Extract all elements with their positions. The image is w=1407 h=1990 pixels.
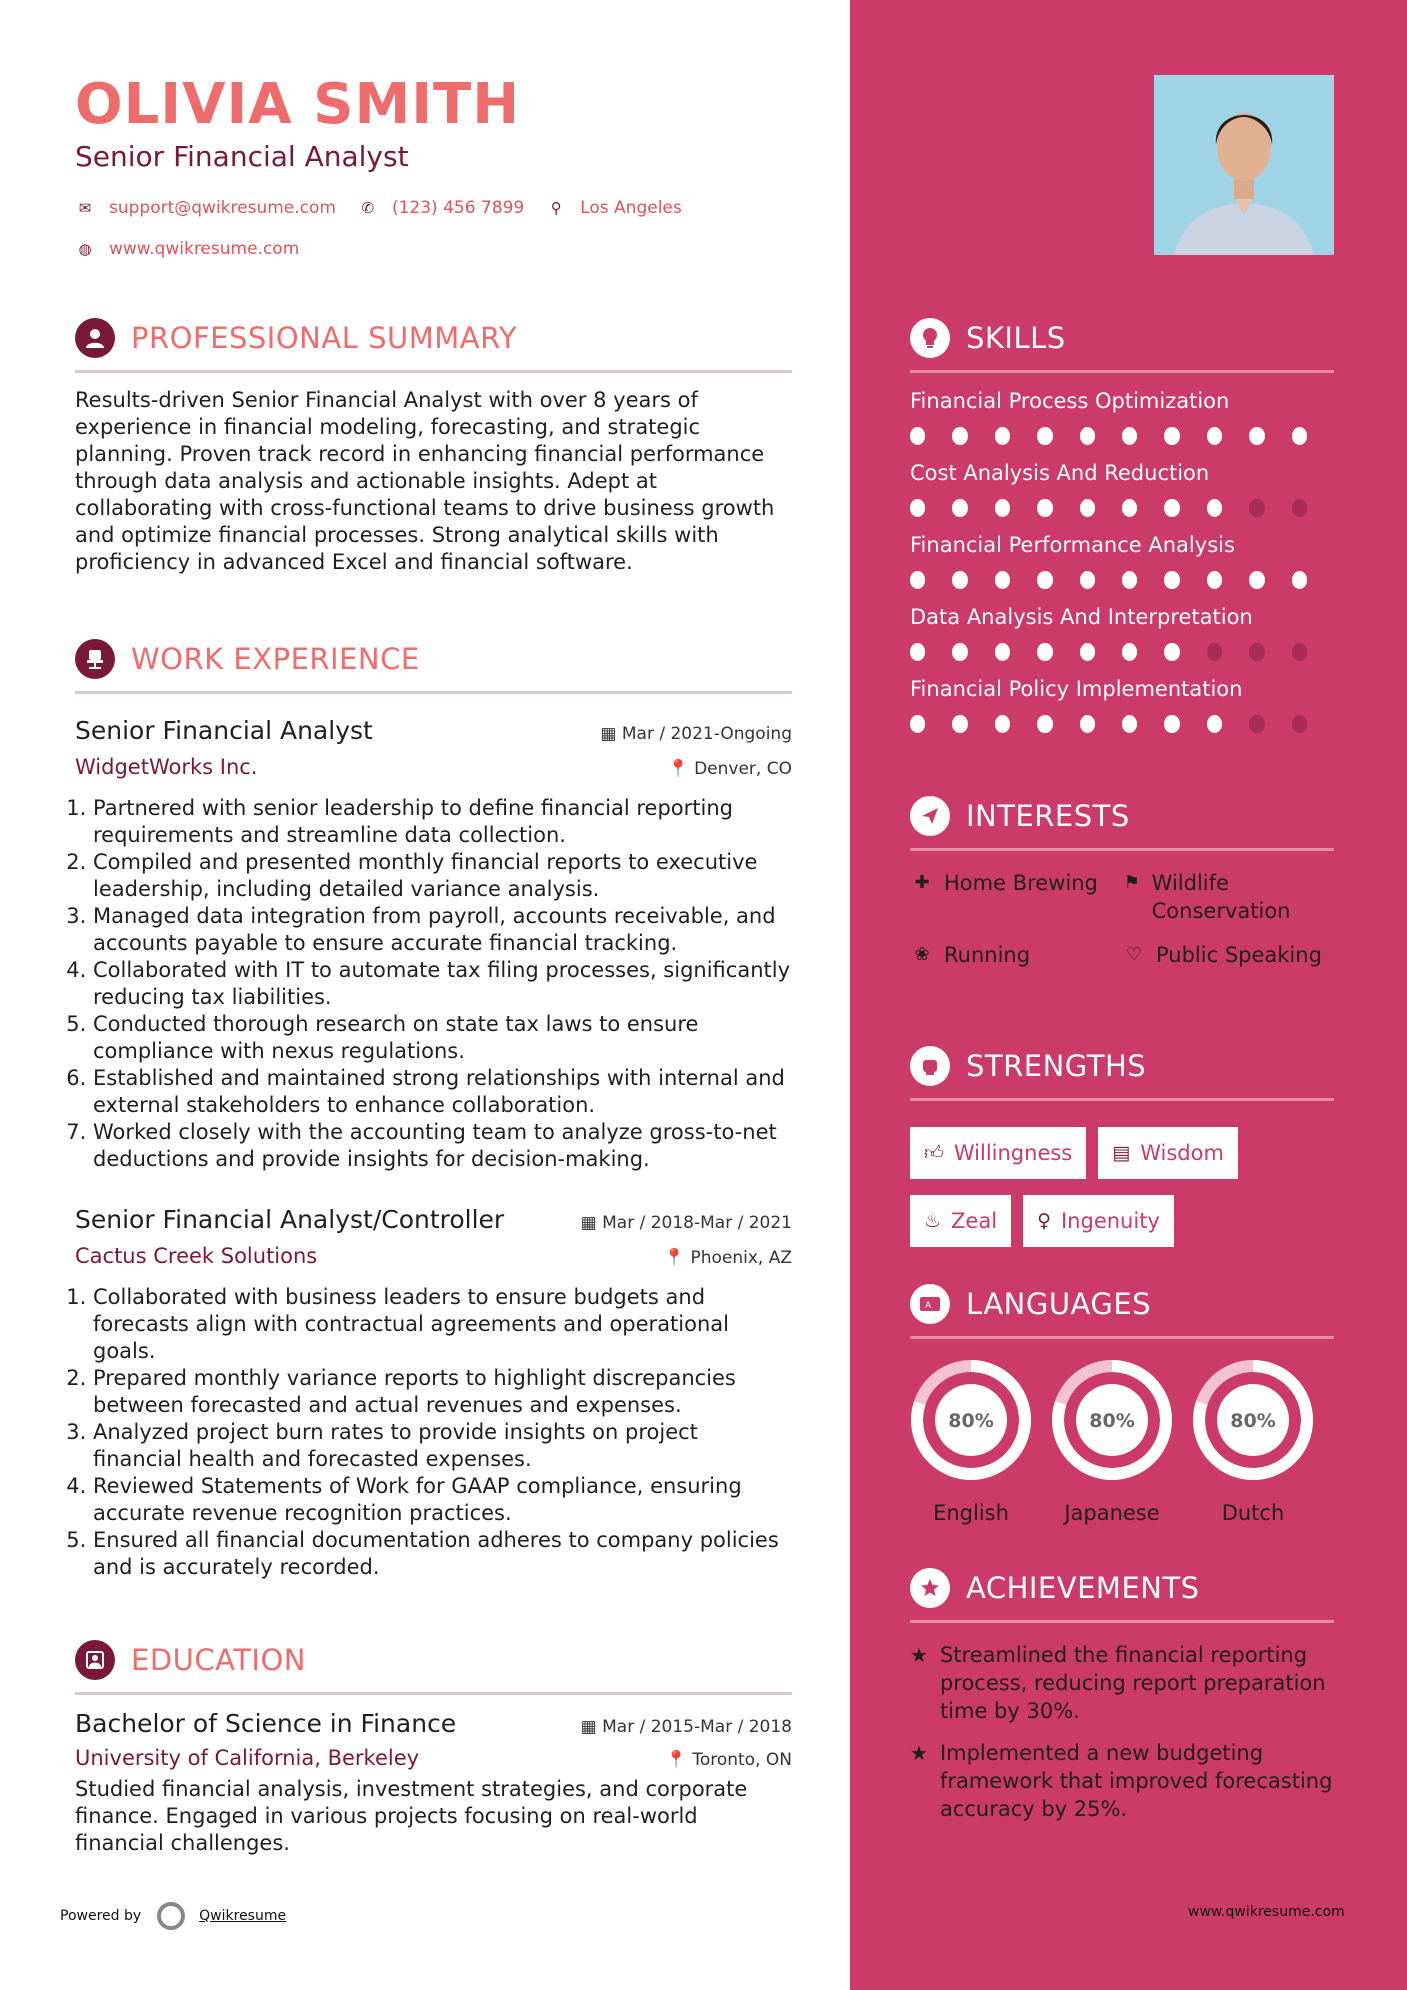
interests-heading: INTERESTS [966,799,1130,833]
skill-rating [910,571,1334,589]
globe-icon: ◍ [78,240,92,258]
rating-dot [1080,571,1095,589]
flame-icon: ♨ [924,1210,942,1232]
profile-photo [1154,75,1334,255]
rating-dot [1164,715,1179,733]
rating-dot [995,571,1010,589]
rating-dot [1037,427,1052,445]
pushpin-icon: 📍 [665,1750,693,1770]
list-item: 5. Conducted thorough research on state tax laws to ensure compliance with nexus regulations. [93,1011,792,1065]
divider [75,1692,792,1695]
book-icon: ▤ [1112,1142,1131,1164]
rating-dot [1037,715,1052,733]
list-item: 1. Partnered with senior leadership to define financial reporting requirements and streamline data collection. [93,795,792,849]
rating-dot [1292,715,1307,733]
rating-dot [1249,499,1264,517]
rating-dot [1122,715,1137,733]
summary-heading: PROFESSIONAL SUMMARY [131,321,518,355]
rating-dot [910,643,925,661]
job-date: Mar / 2018-Mar / 2021 [602,1213,792,1233]
skill-name: Data Analysis And Interpretation [910,605,1253,629]
education-text: Studied financial analysis, investment strategies, and corporate finance. Engaged in various projects focusing on real-world financial challenges. [75,1777,748,1855]
lightbulb-icon: ♀ [1037,1210,1051,1232]
education-location: Toronto, ON [692,1750,792,1770]
job-company: Cactus Creek Solutions [75,1244,318,1268]
divider [75,691,792,694]
languages-section [910,1282,1334,1525]
experience-heading: WORK EXPERIENCE [131,642,420,676]
language-item [1192,1359,1314,1525]
language-percent: 80% [1089,1410,1135,1432]
summary-text: Results-driven Senior Financial Analyst with over 8 years of experience in financial modeling, forecasting, and strategic planning. Proven track record in enhancing financial performance through data analysis and actionable insights. Adept at collaborating with cross-functional teams to drive business growth and optimize financial processes. Strong analytical skills with proficiency in advanced Excel and financial software. [75,388,775,574]
rating-dot [1207,715,1222,733]
rating-dot [1122,499,1137,517]
star-icon: ★ [910,1741,928,1765]
list-item: 1. Collaborated with business leaders to ensure budgets and forecasts align with contractual agreements and operational goals. [93,1284,792,1365]
powered-by-label: Powered by [60,1908,142,1924]
job-title: Senior Financial Analyst [75,716,373,745]
rating-dot [1164,499,1179,517]
map-pin-icon: ⚲ [550,199,562,217]
job-entry [75,716,792,1173]
achievements-section [910,1566,1334,1837]
skill-item [910,533,1334,589]
skill-name: Financial Process Optimization [910,389,1230,413]
star-badge-icon [910,1568,950,1608]
education-heading: EDUCATION [131,1643,307,1677]
divider [75,370,792,373]
rating-dot [952,427,967,445]
experience-section [75,637,792,1581]
language-name: Japanese [1064,1501,1160,1525]
rating-dot [1249,715,1264,733]
language-progress-ring [1192,1359,1314,1481]
interests-section [910,794,1334,969]
strength-tag [910,1127,1086,1179]
achievement-item [910,1739,1334,1823]
interest-label: Public Speaking [1156,943,1322,967]
rating-dot [1164,571,1179,589]
achievement-text: Implemented a new budgeting framework that improved forecasting accuracy by 25%. [939,1741,1333,1821]
interest-item [1122,941,1334,969]
qwikresume-logo-icon [157,1902,185,1930]
achievement-text: Streamlined the financial reporting process, reducing report preparation time by 30%. [939,1643,1326,1723]
paw-icon: ❀ [914,944,930,965]
achievement-item [910,1641,1334,1725]
rating-dot [1080,499,1095,517]
divider [910,1098,1334,1101]
office-chair-icon [75,639,115,679]
list-item: 5. Ensured all financial documentation adheres to company policies and is accurately recorded. [93,1527,792,1581]
rating-dot [952,643,967,661]
rating-dot [1292,643,1307,661]
skill-name: Financial Performance Analysis [910,533,1235,557]
rating-dot [1164,643,1179,661]
job-company: WidgetWorks Inc. [75,755,258,779]
thumbs-up-icon: 👍︎ [924,1141,944,1164]
job-bullets [75,795,792,1173]
rating-dot [1037,571,1052,589]
strength-tag [1098,1127,1238,1179]
education-date: Mar / 2015-Mar / 2018 [602,1717,792,1737]
paper-plane-icon [910,796,950,836]
job-bullets [75,1284,792,1581]
graduate-icon [75,1640,115,1680]
envelope-icon: ✉ [78,199,92,217]
list-item: 6. Established and maintained strong relationships with internal and external stakeholders to enhance collaboration. [93,1065,792,1119]
rating-dot [1037,499,1052,517]
degree-title: Bachelor of Science in Finance [75,1709,457,1738]
calendar-icon: ▦ [580,1213,603,1233]
pushpin-icon: 📍 [663,1248,691,1268]
interest-item [1122,869,1334,925]
rating-dot [1207,427,1222,445]
skills-heading: SKILLS [966,321,1066,355]
rating-dot [995,715,1010,733]
job-location: Phoenix, AZ [690,1248,792,1268]
fist-icon [910,1046,950,1086]
skill-rating [910,715,1334,733]
interest-item [910,941,1122,969]
education-section [75,1638,792,1857]
achievements-heading: ACHIEVEMENTS [966,1571,1200,1605]
flag-icon: ⚑ [1123,872,1140,893]
rating-dot [910,499,925,517]
brand-link[interactable]: Qwikresume [199,1908,287,1924]
phone-number: (123) 456 7899 [391,198,525,218]
strength-tag [910,1195,1011,1247]
rating-dot [1122,571,1137,589]
list-item: 7. Worked closely with the accounting team to analyze gross-to-net deductions and provide insights for decision-making. [93,1119,792,1173]
skill-rating [910,499,1334,517]
rating-dot [1164,427,1179,445]
skill-rating [910,427,1334,445]
phone-icon: ✆ [361,199,375,217]
language-name: English [933,1501,1009,1525]
language-progress-ring [910,1359,1032,1481]
rating-dot [995,427,1010,445]
summary-section [75,316,792,576]
interest-item [910,869,1122,925]
job-date: Mar / 2021-Ongoing [621,724,792,744]
rating-dot [1080,427,1095,445]
list-item: 2. Compiled and presented monthly financial reports to executive leadership, including detailed variance analysis. [93,849,792,903]
school-name: University of California, Berkeley [75,1746,420,1770]
divider [910,1620,1334,1623]
skill-rating [910,643,1334,661]
strength-label: Zeal [951,1209,998,1233]
rating-dot [1122,643,1137,661]
skill-item [910,605,1334,661]
rating-dot [910,571,925,589]
list-item: 3. Managed data integration from payroll, accounts receivable, and accounts payable to ensure accurate financial tracking. [93,903,792,957]
language-item [910,1359,1032,1525]
skill-name: Financial Policy Implementation [910,677,1243,701]
job-entry [75,1205,792,1581]
email-link[interactable]: support@qwikresume.com [109,198,336,218]
location-text: Los Angeles [580,198,682,218]
user-icon [75,318,115,358]
language-name: Dutch [1221,1501,1285,1525]
star-icon: ★ [910,1643,928,1667]
strength-label: Ingenuity [1060,1209,1160,1233]
skill-item [910,461,1334,517]
rating-dot [1207,499,1222,517]
rating-dot [1207,571,1222,589]
skill-item [910,677,1334,733]
divider [910,370,1334,373]
candidate-title: Senior Financial Analyst [75,140,409,173]
skill-item [910,389,1334,445]
rating-dot [1080,715,1095,733]
list-item: 4. Collaborated with IT to automate tax filing processes, significantly reducing tax liabilities. [93,957,792,1011]
rating-dot [995,499,1010,517]
rating-dot [1249,643,1264,661]
strength-label: Willingness [953,1141,1073,1165]
language-icon [910,1284,950,1324]
list-item: 4. Reviewed Statements of Work for GAAP compliance, ensuring accurate revenue recognition practices. [93,1473,792,1527]
list-item: 2. Prepared monthly variance reports to highlight discrepancies between forecasted and actual revenues and expenses. [93,1365,792,1419]
strength-tag [1023,1195,1174,1247]
heartbeat-icon: ♡ [1125,944,1143,965]
rating-dot [910,715,925,733]
rating-dot [1292,427,1307,445]
candidate-name: OLIVIA SMITH [75,72,521,137]
rating-dot [952,715,967,733]
strengths-section [910,1044,1334,1263]
interest-label: Wildlife Conservation [1151,871,1291,923]
rating-dot [952,571,967,589]
rating-dot [1037,643,1052,661]
rating-dot [1292,499,1307,517]
pushpin-icon: 📍 [667,759,695,779]
rating-dot [1207,643,1222,661]
job-title: Senior Financial Analyst/Controller [75,1205,505,1234]
rating-dot [1249,427,1264,445]
rating-dot [1249,571,1264,589]
svg-text:A: A [925,1301,932,1311]
divider [910,1336,1334,1339]
skills-list [910,389,1334,733]
rating-dot [995,643,1010,661]
interest-label: Home Brewing [944,871,1098,895]
divider [910,848,1334,851]
rating-dot [952,499,967,517]
rating-dot [1292,571,1307,589]
footer-site-link[interactable]: www.qwikresume.com [1188,1904,1345,1920]
puzzle-icon: ✚ [914,872,930,893]
job-location: Denver, CO [694,759,792,779]
contact-info [75,194,682,276]
languages-heading: LANGUAGES [966,1287,1152,1321]
rating-dot [910,427,925,445]
language-percent: 80% [1230,1410,1276,1432]
calendar-icon: ▦ [580,1717,603,1737]
rating-dot [1122,427,1137,445]
strength-label: Wisdom [1140,1141,1224,1165]
strengths-heading: STRENGTHS [966,1049,1147,1083]
language-item [1051,1359,1173,1525]
skill-name: Cost Analysis And Reduction [910,461,1210,485]
interest-label: Running [944,943,1031,967]
lightbulb-icon [910,318,950,358]
list-item: 3. Analyzed project burn rates to provide insights on project financial health and forecasted expenses. [93,1419,792,1473]
language-progress-ring [1051,1359,1173,1481]
rating-dot [1080,643,1095,661]
skills-section [910,316,1334,733]
calendar-icon: ▦ [600,724,622,744]
website-link[interactable]: www.qwikresume.com [109,239,300,259]
language-percent: 80% [948,1410,994,1432]
powered-by [60,1902,286,1930]
